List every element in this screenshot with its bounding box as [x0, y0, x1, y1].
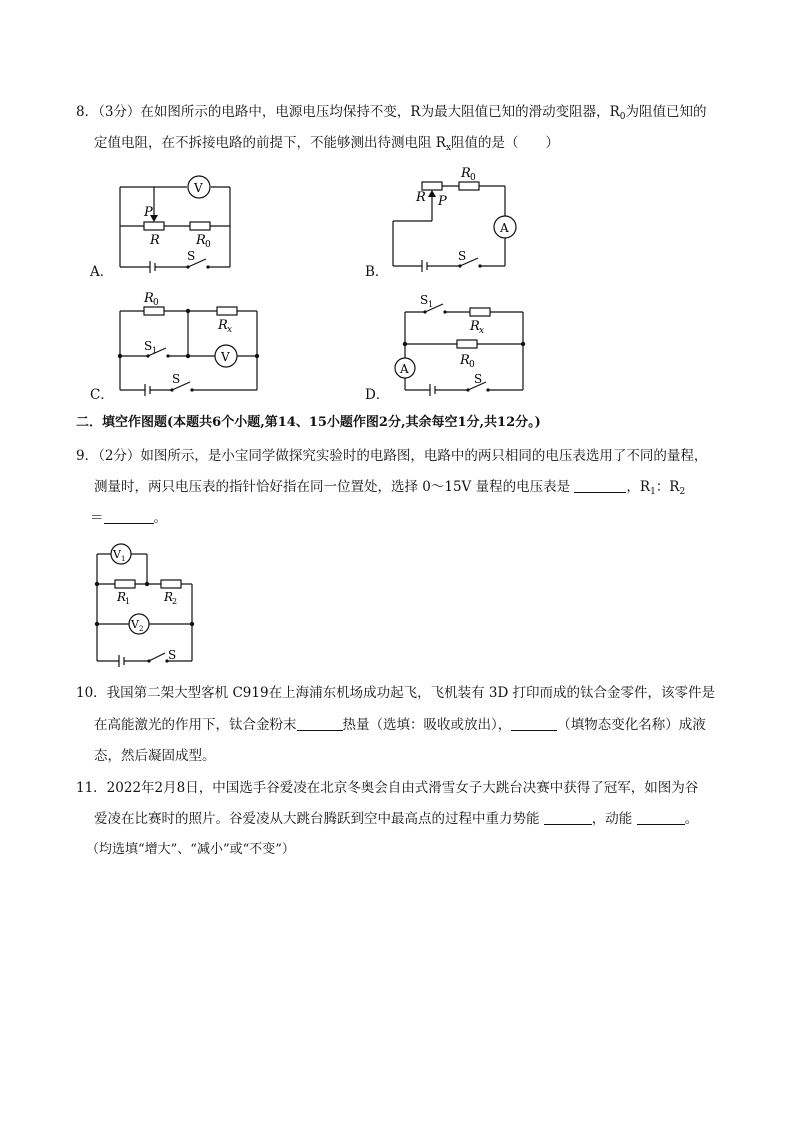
ammeter-label: A [400, 362, 409, 376]
r0-label: R [144, 291, 154, 306]
r0-label: R [461, 166, 471, 181]
r0-label: R [196, 233, 206, 248]
rheostat-r-label: R [150, 233, 160, 248]
r1-sub: 1 [125, 597, 131, 606]
rheostat-r-label: R [416, 190, 426, 205]
r0-sub: 0 [470, 173, 476, 183]
switch-s1-sub: 1 [428, 300, 434, 309]
r0-sub: 0 [469, 360, 475, 370]
r0-label: R [460, 353, 470, 368]
q11-line3: （均选填“增大”、“减小”或“不变”） [86, 842, 295, 857]
r1-label: R [117, 590, 127, 604]
q11-blank-2[interactable] [637, 811, 685, 825]
circuit-d-diagram [390, 290, 530, 395]
switch-s-label: S [474, 372, 483, 386]
voltmeter-v1-sub: 1 [121, 555, 126, 563]
q9-blank-1[interactable] [574, 479, 626, 493]
slider-p-label: P [144, 205, 153, 220]
r2-sub: 2 [172, 597, 178, 606]
q8-line1: 8．（3分）在如图所示的电路中，电源电压均保持不变，R为最大阻值已知的滑动变阻器，$R_0$为阻值已知的 [76, 104, 707, 122]
circuit-c-diagram [110, 290, 270, 395]
voltmeter-v2-sub: 2 [139, 625, 144, 633]
q10-line2: 在高能激光的作用下，钛合金粉末 热量（选填：吸收或放出）， （填物态变化名称）成液 [94, 717, 706, 733]
circuit-a-diagram [110, 170, 240, 270]
q10-blank-1[interactable] [297, 717, 343, 731]
voltmeter-v2-label: V [131, 618, 139, 631]
option-c-label: C． [90, 387, 114, 403]
option-a-label: A． [90, 264, 114, 280]
slider-p-label: P [438, 194, 447, 209]
q8-line2: 定值电阻，在不拆接电路的前提下，不能够测出待测电阻 $R_x$阻值的是（ ） [94, 135, 560, 153]
rx-sub: x [227, 325, 233, 335]
q9-line2: 测量时，两只电压表的指针恰好指在同一位置处，选择 0～15V 量程的电压表是 ，$R_1$：$R_2$ [94, 479, 686, 497]
q9-line1: 9．（2分）如图所示，是小宝同学做探究实验时的电路图，电路中的两只相同的电压表选用了不同的量程， [76, 448, 708, 464]
q11-blank-1[interactable] [544, 811, 592, 825]
switch-s-label: S [458, 249, 467, 263]
switch-s1-label: S [144, 339, 153, 353]
option-b-label: B． [365, 264, 389, 280]
rx-sub: x [479, 326, 485, 336]
q10-line3: 态，然后凝固成型。 [94, 748, 216, 764]
switch-s-label: S [172, 372, 181, 386]
voltmeter-label: V [194, 181, 203, 195]
option-d-label: D． [365, 387, 390, 403]
q10-line1: 10．我国第二架大型客机 C919在上海浦东机场成功起飞，飞机装有 3D 打印而成的钛合金零件，该零件是 [76, 685, 716, 701]
switch-s-label: S [187, 249, 196, 263]
r0-sub: 0 [153, 298, 159, 308]
switch-s1-label: S [420, 293, 429, 307]
voltmeter-label: V [221, 350, 230, 364]
circuit-b-diagram [390, 165, 520, 270]
switch-s-label: S [168, 648, 177, 662]
q9-blank-2[interactable] [104, 510, 154, 524]
rx-label: R [470, 319, 480, 334]
q11-line2: 爱凌在比赛时的照片。谷爱凌从大跳台腾跃到空中最高点的过程中重力势能 ，动能 。 [94, 811, 699, 827]
ammeter-label: A [500, 221, 509, 235]
switch-s1-sub: 1 [152, 346, 158, 355]
rx-label: R [218, 318, 228, 333]
q10-blank-2[interactable] [511, 717, 557, 731]
r2-label: R [164, 590, 174, 604]
circuit-q9-diagram [92, 540, 202, 665]
section-2-heading: 二．填空作图题(本题共6个小题,第14、15小题作图2分,其余每空1分,共12分。) [76, 415, 541, 430]
voltmeter-v1-label: V [113, 548, 121, 561]
r0-sub: 0 [205, 240, 211, 250]
q11-line1: 11．2022年2月8日，中国选手谷爱凌在北京冬奥会自由式滑雪女子大跳台决赛中获得了冠军，如图为谷 [76, 780, 699, 796]
q9-line3: ＝ 。 [90, 510, 167, 526]
